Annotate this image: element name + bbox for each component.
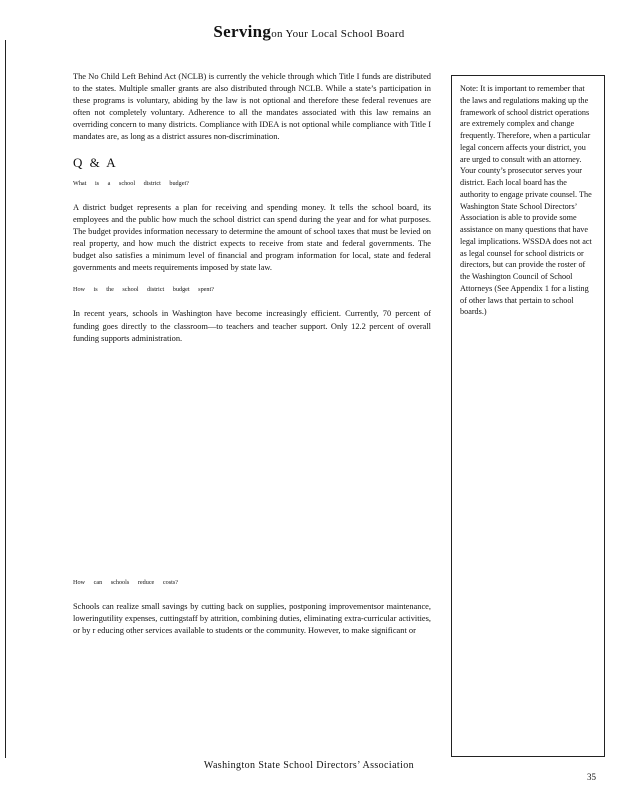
header-brand: Serving	[213, 22, 272, 41]
qa-heading: Q & A	[73, 154, 118, 170]
intro-paragraph: The No Child Left Behind Act (NCLB) is currently the vehicle through which Title I funds are distributed to the states. Multiple smaller grants are also distributed through NCLB. While a state’s participation in these programs is voluntary, abiding by the law is not optional and therefore these federal revenues are often not completely voluntary. Adherence to all the mandates associated with this law remains an overriding concern to many districts. Compliance with IDEA is not optional while compliance with Title I mandates are, as long as a district assures non-discrimination.	[73, 72, 431, 142]
main-column	[73, 71, 431, 647]
sidebar-note-text: Note: It is important to remember that the laws and regulations making up the framework of school district operations are extremely complex and change frequently. Therefore, when a particular legal concern affects your district, you are urged to consult with an attorney. Your county’s prosecutor serves your district. Each local board has the authority to engage private counsel. The Washington State School Directors’ Association is able to provide some assistance on many questions that have legal implications. WSSDA does not act as legal counsel for school districts or directors, but can provide the roster of the Washington Council of School Attorneys (See Appendix 1 for a listing of other laws that pertain to school boards.)	[460, 84, 592, 317]
page-number: 35	[587, 772, 596, 782]
answer-3: Schools can realize small savings by cutting back on supplies, postponing improvementsor maintenance, loweringutility expenses, cuttingstaff by attrition, combining duties, eliminating extra-curricular activities, or by r educing other services available to students or the community. However, to make significant or	[73, 601, 431, 635]
question-2: How is the school district budget spent?	[73, 286, 214, 294]
question-3: How can schools reduce costs?	[73, 578, 178, 586]
question-1: What is a school district budget?	[73, 179, 189, 187]
answer-1: A district budget represents a plan for receiving and spending money. It tells the school board, its employees and the public how much the school district can spend during the year and for what purposes. The budget provides information necessary to determine the amount of school taxes that must be levied on real property, and how much the district expects to receive from state and federal governments. The budget also satisfies a minimum level of financial and program information for local, state and federal governments and meets requirements imposed by state law.	[73, 202, 431, 273]
answer-2: In recent years, schools in Washington have become increasingly efficient. Currently, 70 percent of funding goes directly to the classroom—to teachers and teacher support. Only 12.2 percent of overall funding supports administration.	[73, 309, 431, 343]
left-margin-rule	[5, 40, 6, 758]
sidebar-note-box	[451, 75, 605, 757]
header-title: on Your Local School Board	[271, 28, 405, 40]
running-header	[0, 22, 618, 42]
page-footer: Washington State School Directors’ Association	[203, 760, 415, 771]
